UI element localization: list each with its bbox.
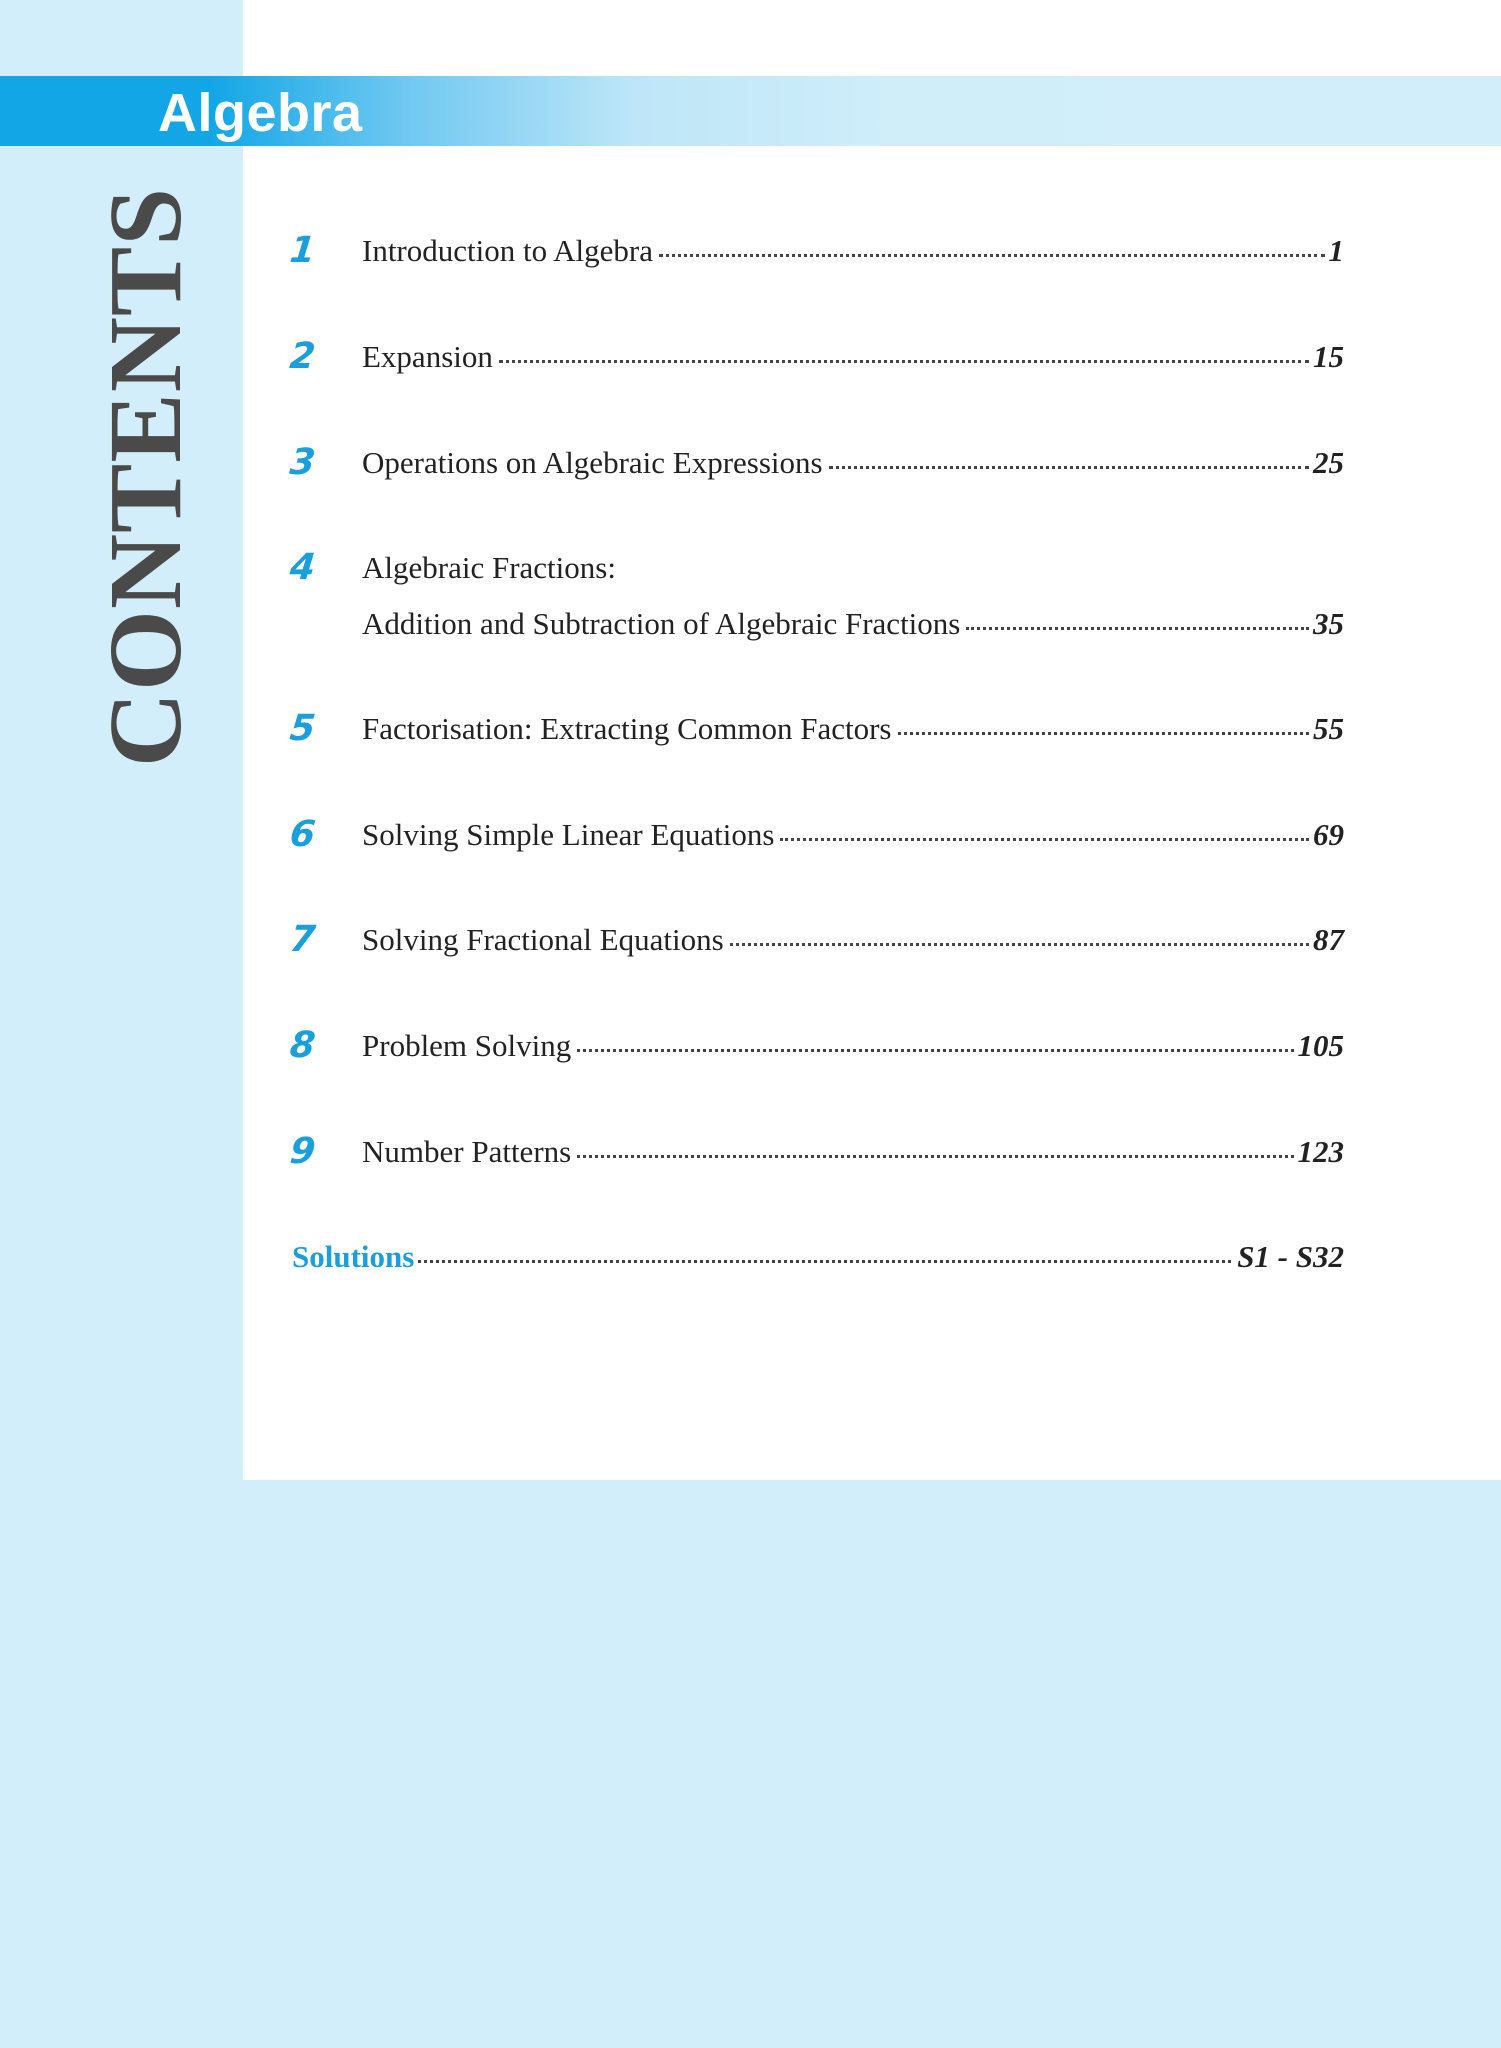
toc-line	[362, 337, 1344, 377]
dot-leader	[577, 1048, 1293, 1052]
dot-leader	[730, 942, 1309, 946]
chapter-title: Algebraic Fractions:	[362, 550, 616, 585]
chapter-title: Operations on Algebraic Expressions	[362, 445, 823, 480]
chapter-title: Number Patterns	[362, 1134, 572, 1169]
chapter-title: Expansion	[362, 339, 493, 374]
page-number: 69	[1313, 817, 1344, 852]
toc-line-continued	[362, 604, 1344, 644]
toc-line	[362, 1132, 1344, 1172]
dot-leader	[659, 253, 1325, 257]
dot-leader	[829, 465, 1309, 469]
page-number: 123	[1297, 1134, 1344, 1169]
chapter-title: Introduction to Algebra	[362, 233, 653, 268]
dot-leader	[780, 837, 1309, 841]
chapter-number: 1	[287, 230, 318, 271]
chapter-number: 5	[287, 708, 318, 749]
dot-leader	[577, 1154, 1293, 1158]
chapter-number: 9	[287, 1131, 318, 1172]
toc-line	[362, 815, 1344, 855]
page-title: Algebra	[158, 83, 363, 143]
toc-line	[362, 548, 616, 588]
page-number: 1	[1328, 233, 1344, 268]
dot-leader	[898, 731, 1310, 735]
solutions-pages: S1 - S32	[1237, 1239, 1344, 1274]
contents-heading: CONTENTS	[88, 186, 203, 768]
dot-leader	[418, 1259, 1231, 1263]
chapter-title: Solving Simple Linear Equations	[362, 817, 775, 852]
chapter-title: Factorisation: Extracting Common Factors	[362, 711, 892, 746]
chapter-number: 4	[287, 547, 318, 588]
toc-line	[362, 1026, 1344, 1066]
chapter-number: 8	[287, 1025, 318, 1066]
chapter-title: Solving Fractional Equations	[362, 922, 724, 957]
dot-leader	[499, 359, 1309, 363]
page-number: 55	[1313, 711, 1344, 746]
page-number: 25	[1313, 445, 1344, 480]
toc-entry-solutions[interactable]	[292, 1237, 1344, 1277]
chapter-number: 6	[287, 814, 318, 855]
chapter-title: Problem Solving	[362, 1028, 572, 1063]
toc-line	[362, 709, 1344, 749]
dot-leader	[966, 626, 1309, 630]
toc-line	[362, 443, 1344, 483]
solutions-label: Solutions	[292, 1239, 415, 1274]
page-number: 87	[1313, 922, 1344, 957]
chapter-number: 3	[287, 442, 318, 483]
chapter-subtitle: Addition and Subtraction of Algebraic Fractions	[362, 606, 961, 641]
page-number: 105	[1297, 1028, 1344, 1063]
page-number: 35	[1313, 606, 1344, 641]
page-number: 15	[1313, 339, 1344, 374]
toc-line	[362, 920, 1344, 960]
chapter-number: 2	[287, 336, 318, 377]
chapter-number: 7	[287, 919, 318, 960]
toc-line	[362, 231, 1344, 271]
